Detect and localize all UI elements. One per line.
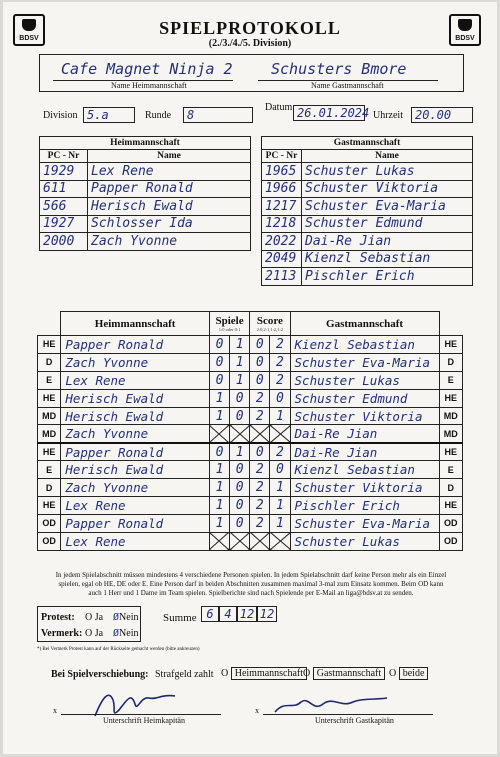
legs-guest[interactable]: 0 [230, 514, 250, 532]
home-sign-caption: Unterschrift Heimkapitän [103, 716, 185, 725]
home-player-name[interactable]: Lex Rene [88, 163, 251, 181]
guest-sign-line [263, 714, 433, 715]
home-pc-number[interactable]: 1929 [40, 163, 88, 181]
guest-roster-table [261, 136, 473, 286]
vermerk-label: Vermerk: [41, 628, 83, 639]
protest-footnote: *) Bei Vermerk Protest kann auf der Rückseite gemacht werden (bitte ankreuzen) [37, 647, 200, 652]
round-field[interactable]: 8 [183, 107, 253, 123]
home-player[interactable]: Zach Yvonne [61, 425, 210, 443]
document-subtitle: (2./3./4./5. Division) [208, 38, 292, 49]
games-table [37, 311, 463, 551]
discipline-right: E [439, 461, 462, 479]
legs-guest[interactable]: 1 [230, 371, 250, 389]
protest-ja[interactable]: O Ja [85, 612, 104, 623]
discipline-right: D [439, 353, 462, 371]
legs-guest[interactable]: 0 [230, 497, 250, 515]
home-player-name[interactable]: Herisch Ewald [88, 198, 251, 216]
guest-player[interactable]: Pischler Erich [290, 497, 439, 515]
score-home[interactable]: 2 [250, 497, 270, 515]
discipline-right: OD [439, 532, 462, 550]
guest-player[interactable]: Schuster Lukas [290, 371, 439, 389]
guest-player[interactable]: Schuster Edmund [290, 389, 439, 407]
home-pc-number[interactable]: 2000 [40, 233, 88, 251]
guest-player[interactable]: Kienzl Sebastian [290, 461, 439, 479]
score-home[interactable]: 0 [250, 336, 270, 354]
date-field[interactable]: 26.01.2024 [293, 105, 365, 121]
home-roster-row [40, 233, 251, 251]
home-player[interactable]: Zach Yvonne [61, 353, 210, 371]
home-player[interactable]: Lex Rene [61, 532, 210, 550]
discipline-right: HE [439, 443, 462, 461]
guest-player-name[interactable]: Schuster Edmund [302, 215, 473, 233]
game-row [38, 479, 463, 497]
home-player[interactable]: Herisch Ewald [61, 407, 210, 425]
score-home[interactable]: 2 [250, 479, 270, 497]
summe-legs-home[interactable]: 6 [201, 606, 219, 622]
score-home[interactable]: 0 [250, 443, 270, 461]
postpone-fee: Strafgeld zahlt [155, 669, 214, 680]
home-name-header: Name [88, 150, 251, 163]
game-row [38, 532, 463, 550]
guest-roster-row [262, 180, 473, 198]
discipline-right: MD [439, 425, 462, 443]
games-legs-header: Spiele 1:0 oder 0:1 [209, 312, 249, 336]
guest-pc-number[interactable]: 2022 [262, 233, 302, 251]
date-label: Datum [265, 102, 293, 113]
home-sign-line [61, 714, 221, 715]
legs-home[interactable]: 1 [209, 389, 229, 407]
home-roster-row [40, 180, 251, 198]
home-roster-row [40, 198, 251, 216]
summe-label: Summe [163, 612, 197, 624]
home-player[interactable]: Papper Ronald [61, 443, 210, 461]
guest-player-name[interactable]: Schuster Viktoria [302, 180, 473, 198]
game-row [38, 425, 463, 443]
protest-nein[interactable]: ØNein [113, 612, 139, 623]
legs-guest[interactable]: 0 [230, 389, 250, 407]
round-label: Runde [145, 110, 172, 121]
legs-home[interactable] [209, 425, 229, 443]
summe-fields [201, 606, 277, 622]
legs-home[interactable] [209, 532, 229, 550]
score-guest[interactable]: 0 [270, 389, 290, 407]
discipline-left: E [38, 461, 61, 479]
discipline-right: E [439, 371, 462, 389]
legs-guest[interactable]: 1 [230, 353, 250, 371]
guest-pc-number[interactable]: 1966 [262, 180, 302, 198]
discipline-left: E [38, 371, 61, 389]
home-roster-row [40, 215, 251, 233]
legs-home[interactable]: 0 [209, 336, 229, 354]
home-player[interactable]: Herisch Ewald [61, 461, 210, 479]
legs-home[interactable]: 0 [209, 353, 229, 371]
home-player[interactable]: Papper Ronald [61, 514, 210, 532]
legs-home[interactable]: 0 [209, 371, 229, 389]
division-label: Division [43, 110, 78, 121]
guest-player[interactable]: Schuster Eva-Maria [290, 353, 439, 371]
guest-roster-row [262, 268, 473, 286]
discipline-left: D [38, 353, 61, 371]
guest-player-name[interactable]: Schuster Lukas [302, 163, 473, 181]
score-home[interactable]: 0 [250, 371, 270, 389]
discipline-left: HE [38, 336, 61, 354]
game-row [38, 514, 463, 532]
guest-player-name[interactable]: Dai-Re Jian [302, 233, 473, 251]
score-guest[interactable]: 1 [270, 514, 290, 532]
home-player[interactable]: Lex Rene [61, 497, 210, 515]
home-pc-number[interactable]: 611 [40, 180, 88, 198]
guest-team-name: Schusters Bmore [271, 60, 407, 78]
discipline-right: HE [439, 497, 462, 515]
legs-guest[interactable]: 0 [230, 407, 250, 425]
home-pc-number[interactable]: 566 [40, 198, 88, 216]
score-home[interactable]: 0 [250, 353, 270, 371]
guest-name-header: Name [302, 150, 473, 163]
home-pc-header: PC - Nr [40, 150, 88, 163]
legs-guest[interactable]: 1 [230, 336, 250, 354]
guest-pc-number[interactable]: 2049 [262, 250, 302, 268]
time-label: Uhrzeit [373, 110, 403, 121]
score-home[interactable] [250, 425, 270, 443]
home-player[interactable]: Papper Ronald [61, 336, 210, 354]
home-name-caption: Name Heimmannschaft [111, 81, 187, 90]
postpone-option-both[interactable]: O beide [389, 667, 428, 680]
division-field[interactable]: 5.a [83, 107, 135, 123]
legs-guest[interactable]: 0 [230, 479, 250, 497]
game-row [38, 407, 463, 425]
guest-pc-number[interactable]: 1965 [262, 163, 302, 181]
home-pc-number[interactable]: 1927 [40, 215, 88, 233]
legs-home[interactable]: 1 [209, 461, 229, 479]
guest-player[interactable]: Schuster Lukas [290, 532, 439, 550]
legs-home[interactable]: 1 [209, 497, 229, 515]
guest-player-name[interactable]: Pischler Erich [302, 268, 473, 286]
score-guest[interactable]: 1 [270, 479, 290, 497]
guest-roster-row [262, 233, 473, 251]
discipline-right: D [439, 479, 462, 497]
score-home[interactable] [250, 532, 270, 550]
guest-sign-x: x [255, 706, 259, 715]
score-guest[interactable]: 2 [270, 353, 290, 371]
guest-player[interactable]: Schuster Viktoria [290, 479, 439, 497]
home-player[interactable]: Herisch Ewald [61, 389, 210, 407]
home-player-name[interactable]: Schlosser Ida [88, 215, 251, 233]
games-score-header: Score 2:0,2:1,1:2,1:2 [250, 312, 290, 336]
score-guest[interactable]: 2 [270, 371, 290, 389]
score-guest[interactable]: 2 [270, 443, 290, 461]
home-player[interactable]: Zach Yvonne [61, 479, 210, 497]
home-sign-x: x [53, 706, 57, 715]
discipline-right: HE [439, 389, 462, 407]
score-guest[interactable]: 1 [270, 407, 290, 425]
postpone-option-home[interactable]: O Heimmannschaft [221, 667, 307, 680]
legs-guest[interactable]: 0 [230, 461, 250, 479]
legs-home[interactable]: 0 [209, 443, 229, 461]
summe-score-home[interactable]: 12 [237, 606, 257, 622]
guest-pc-number[interactable]: 1217 [262, 198, 302, 216]
guest-player[interactable]: Dai-Re Jian [290, 443, 439, 461]
score-home[interactable]: 2 [250, 389, 270, 407]
home-team-name: Cafe Magnet Ninja 2 [61, 60, 233, 78]
guest-player[interactable]: Schuster Viktoria [290, 407, 439, 425]
game-row [38, 353, 463, 371]
guest-player[interactable]: Schuster Eva-Maria [290, 514, 439, 532]
home-roster-title: Heimmannschaft [40, 137, 251, 150]
legs-home[interactable]: 1 [209, 407, 229, 425]
rules-note: In jedem Spielabschnitt müssen mindestens 4 verschiedene Personen spielen. In jedem Spielabschnitt darf keine Person mehr als ein Einzel spielen, egal ob HE, DE oder E. Eine Person darf in beiden Abschnitten zusammen maximal 3-mal zum Einsatz kommen. Beim OD kann auch 1 Herr und 1 Dame im Team spielen. Spielberichte sind nach Spielende per E-Mail an liga@bdsv.at zu senden. [55, 571, 447, 597]
guest-name-caption: Name Gastmannschaft [311, 81, 384, 90]
guest-roster-row [262, 163, 473, 181]
guest-player-name[interactable]: Schuster Eva-Maria [302, 198, 473, 216]
discipline-left: OD [38, 532, 61, 550]
score-home[interactable]: 2 [250, 407, 270, 425]
discipline-right: OD [439, 514, 462, 532]
discipline-left: MD [38, 407, 61, 425]
discipline-left: HE [38, 443, 61, 461]
score-guest[interactable] [270, 532, 290, 550]
guest-pc-number[interactable]: 2113 [262, 268, 302, 286]
home-player-name[interactable]: Papper Ronald [88, 180, 251, 198]
legs-home[interactable]: 1 [209, 514, 229, 532]
score-guest[interactable]: 0 [270, 461, 290, 479]
bdsv-logo-right: BDSV [449, 14, 481, 46]
game-row [38, 336, 463, 354]
summe-legs-guest[interactable]: 4 [219, 606, 237, 622]
guest-player-name[interactable]: Kienzl Sebastian [302, 250, 473, 268]
postpone-option-guest[interactable]: O Gastmannschaft [303, 667, 385, 680]
guest-roster-row [262, 215, 473, 233]
score-guest[interactable]: 2 [270, 336, 290, 354]
guest-roster-row [262, 250, 473, 268]
bdsv-logo-left: BDSV [13, 14, 45, 46]
legs-home[interactable]: 1 [209, 479, 229, 497]
legs-guest[interactable] [230, 425, 250, 443]
discipline-right: HE [439, 336, 462, 354]
discipline-left: D [38, 479, 61, 497]
guest-player[interactable]: Kienzl Sebastian [290, 336, 439, 354]
guest-sign-caption: Unterschrift Gastkapitän [315, 716, 394, 725]
score-guest[interactable] [270, 425, 290, 443]
score-guest[interactable]: 1 [270, 497, 290, 515]
guest-roster-title: Gastmannschaft [262, 137, 473, 150]
game-row [38, 389, 463, 407]
score-sheet [3, 2, 497, 754]
game-row [38, 497, 463, 515]
summe-score-guest[interactable]: 12 [257, 606, 277, 622]
score-home[interactable]: 2 [250, 461, 270, 479]
vermerk-ja[interactable]: O Ja [85, 628, 104, 639]
home-player-name[interactable]: Zach Yvonne [88, 233, 251, 251]
guest-pc-number[interactable]: 1218 [262, 215, 302, 233]
legs-guest[interactable]: 1 [230, 443, 250, 461]
discipline-left: OD [38, 514, 61, 532]
home-roster-row [40, 163, 251, 181]
discipline-right: MD [439, 407, 462, 425]
protest-label: Protest: [41, 612, 75, 623]
discipline-left: HE [38, 389, 61, 407]
guest-pc-header: PC - Nr [262, 150, 302, 163]
discipline-left: MD [38, 425, 61, 443]
home-roster-table [39, 136, 251, 251]
postpone-label: Bei Spielverschiebung: [51, 669, 149, 680]
game-row [38, 443, 463, 461]
score-home[interactable]: 2 [250, 514, 270, 532]
games-guest-header: Gastmannschaft [290, 312, 439, 336]
discipline-left: HE [38, 497, 61, 515]
game-row [38, 461, 463, 479]
legs-guest[interactable] [230, 532, 250, 550]
game-row [38, 371, 463, 389]
guest-roster-row [262, 198, 473, 216]
guest-player[interactable]: Dai-Re Jian [290, 425, 439, 443]
games-home-header: Heimmannschaft [61, 312, 210, 336]
vermerk-nein[interactable]: ØNein [113, 628, 139, 639]
time-field[interactable]: 20.00 [411, 107, 473, 123]
home-player[interactable]: Lex Rene [61, 371, 210, 389]
document-title: SPIELPROTOKOLL [159, 18, 341, 38]
